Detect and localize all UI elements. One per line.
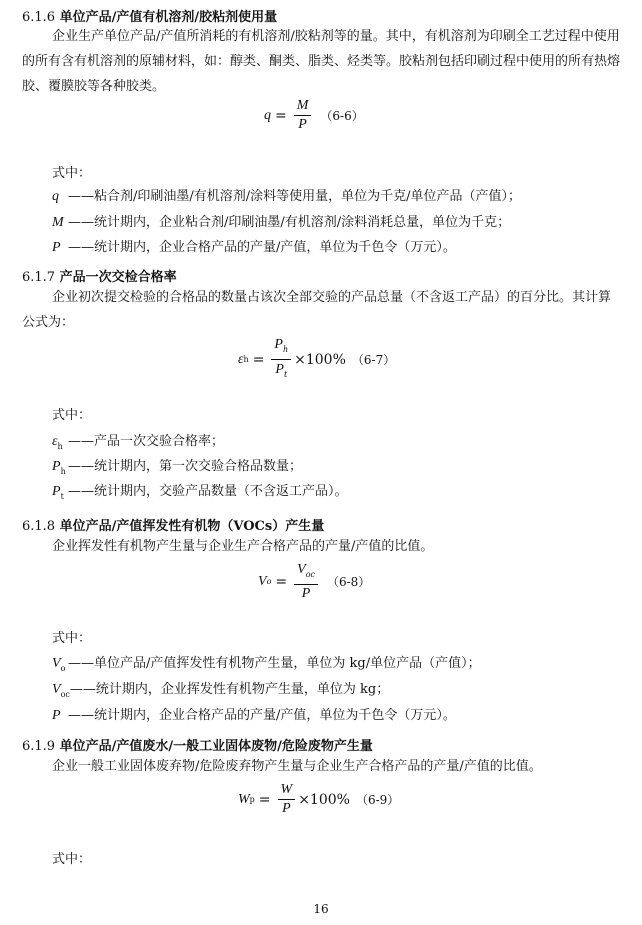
definition-text: ——统计期内，企业合格产品的产量/产值，单位为千色令（万元）。: [68, 240, 456, 255]
formula-equals: =: [275, 573, 288, 590]
formula-lhs-subscript: p: [249, 795, 255, 804]
where-label: 式中：: [52, 166, 92, 181]
definition-item: [52, 704, 456, 724]
page-number: 16: [313, 902, 329, 916]
definition-text: ——单位产品/产值挥发性有机物产生量，单位为 kg/单位产品（产值）；: [68, 656, 481, 671]
definition-item: [52, 480, 348, 501]
section-heading-6-1-7: [22, 266, 177, 285]
formula-fraction: [294, 98, 312, 133]
definition-item: [52, 678, 389, 699]
definition-subscript: h: [60, 467, 66, 476]
formula-lhs: ε: [238, 351, 244, 367]
paragraph-text: 企业生产单位产品/产值所消耗的有机溶剂/胶粘剂等的量。其中，有机溶剂为印刷全工艺过程中使用的所有含有机溶剂的原辅材料，如：醇类、酮类、脂类、烃类等。胶粘剂包括印刷过程中使用的所有热熔胶、覆膜胶等各种胶类。: [22, 29, 621, 94]
section-title: 单位产品/产值有机溶剂/胶粘剂使用量: [59, 10, 278, 25]
formula-fraction: [271, 336, 291, 383]
equation-number: （6-6）: [320, 109, 364, 123]
section-number: 6.1.8: [22, 519, 56, 534]
paragraph-text: 企业挥发性有机物产生量与企业生产合格产品的产量/产值的比值。: [52, 539, 434, 554]
section-heading-6-1-8: [22, 515, 324, 534]
definition-symbol: P: [52, 708, 61, 723]
section-heading-6-1-9: [22, 735, 373, 754]
equation-number: （6-9）: [355, 793, 400, 807]
section-paragraph: [22, 534, 622, 559]
section-number: 6.1.7: [22, 270, 56, 285]
section-title: 单位产品/产值挥发性有机物（VOCs）产生量: [59, 519, 325, 534]
definition-item: [52, 185, 521, 205]
definition-symbol: P: [52, 459, 61, 474]
definition-text: ——粘合剂/印刷油墨/有机溶剂/涂料等使用量，单位为千克/单位产品（产值）；: [68, 189, 522, 204]
formula-denominator: P: [275, 362, 284, 377]
definition-text: ——统计期内，企业挥发性有机物产生量，单位为 kg；: [69, 682, 390, 697]
formula-lhs: q: [264, 107, 271, 123]
definition-text: ——统计期内，交验产品数量（不含返工产品）。: [68, 484, 348, 499]
definition-item: [52, 652, 481, 673]
definition-subscript: oc: [60, 690, 70, 699]
formula-equals: =: [275, 107, 287, 124]
section-paragraph: [22, 754, 622, 779]
formula-6-7: [238, 336, 395, 383]
formula-denominator: P: [301, 586, 311, 601]
definition-subscript: o: [60, 664, 66, 673]
formula-equals: =: [252, 351, 265, 368]
definition-symbol: V: [52, 656, 61, 671]
formula-numerator-subscript: oc: [305, 570, 315, 579]
definition-symbol: ε: [52, 434, 58, 449]
section-paragraph: [22, 24, 622, 99]
definition-symbol: P: [52, 484, 61, 499]
definition-symbol: V: [52, 682, 61, 697]
formula-6-8: [258, 561, 370, 602]
formula-tail: ×100%: [294, 351, 346, 368]
definition-subscript: t: [60, 492, 64, 501]
formula-equals: =: [258, 791, 271, 808]
where-label: 式中：: [52, 852, 92, 867]
formula-lhs: W: [238, 791, 250, 807]
definition-item: [52, 455, 302, 476]
equation-number: （6-8）: [326, 575, 371, 589]
definition-text: ——产品一次交验合格率；: [68, 434, 225, 449]
paragraph-text: 企业初次提交检验的合格品的数量占该次全部交验的产品总量（不含返工产品）的百分比。其计算公式为：: [22, 290, 612, 330]
equation-number: （6-7）: [351, 353, 396, 367]
paragraph-text: 企业一般工业固体废弃物/危险废弃物产生量与企业生产合格产品的产量/产值的比值。: [52, 759, 542, 774]
definition-symbol: P: [52, 240, 61, 255]
formula-lhs: V: [258, 573, 267, 589]
definition-text: ——统计期内，企业合格产品的产量/产值，单位为千色令（万元）。: [68, 708, 456, 723]
formula-denominator-subscript: t: [283, 370, 288, 379]
formula-tail: ×100%: [298, 791, 350, 808]
formula-numerator: P: [274, 337, 283, 352]
section-title: 单位产品/产值废水/一般工业固体废物/危险废物产生量: [59, 739, 373, 754]
definition-text: ——统计期内，第一次交验合格品数量；: [68, 459, 303, 474]
where-label: 式中：: [52, 631, 92, 646]
formula-lhs-subscript: h: [243, 355, 249, 364]
formula-numerator: W: [278, 782, 296, 800]
formula-fraction: [278, 782, 296, 817]
formula-denominator: P: [282, 801, 291, 816]
definition-text: ——统计期内，企业粘合剂/印刷油墨/有机溶剂/涂料消耗总量，单位为千克；: [68, 215, 511, 230]
definition-item: [52, 236, 456, 256]
section-title: 产品一次交检合格率: [59, 270, 177, 285]
definition-symbol: q: [52, 189, 59, 204]
section-number: 6.1.9: [22, 739, 56, 754]
definition-symbol: M: [52, 215, 64, 230]
definition-item: [52, 211, 510, 231]
definition-subscript: h: [57, 442, 63, 451]
formula-6-9: [238, 782, 399, 817]
formula-fraction: [294, 561, 318, 602]
where-label: 式中：: [52, 408, 92, 423]
formula-6-6: [264, 98, 364, 133]
definition-item: [52, 430, 224, 451]
formula-denominator: P: [298, 117, 307, 132]
formula-lhs-subscript: o: [266, 577, 272, 586]
section-number: 6.1.6: [22, 10, 56, 25]
formula-numerator: V: [297, 562, 306, 577]
formula-numerator-subscript: h: [282, 345, 289, 354]
formula-numerator: M: [294, 98, 312, 116]
section-heading-6-1-6: [22, 6, 277, 25]
section-paragraph: [22, 285, 622, 335]
